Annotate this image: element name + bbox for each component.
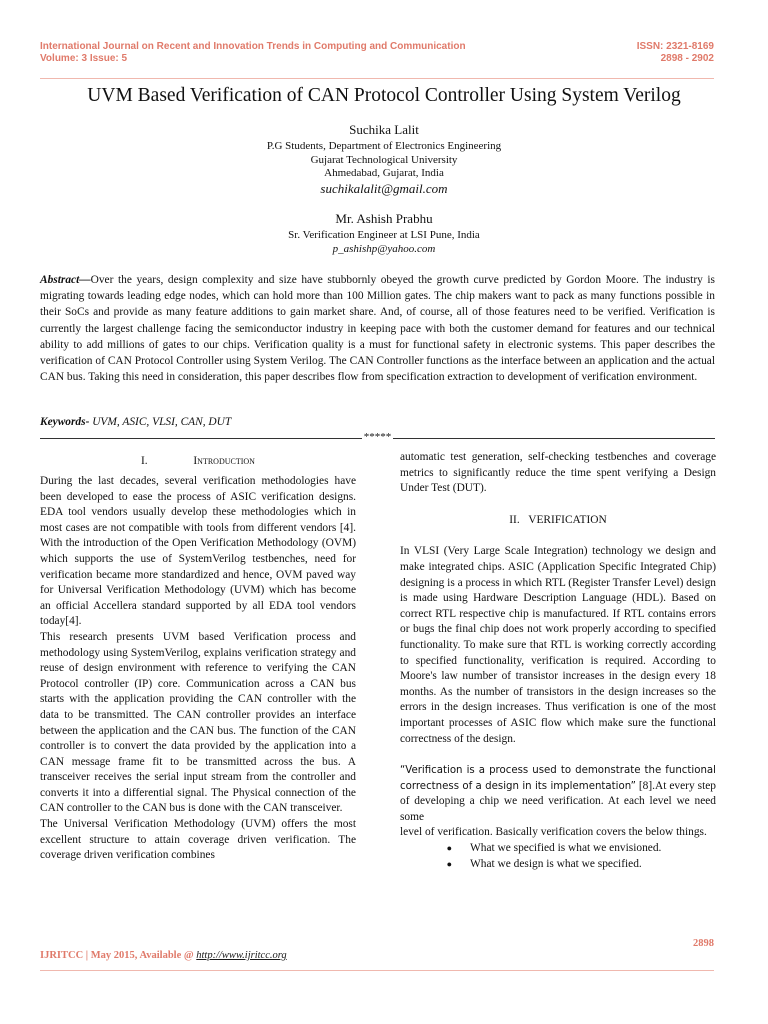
- author-affiliation: Sr. Verification Engineer at LSI Pune, India: [288, 229, 480, 241]
- paragraph: level of verification. Basically verification covers the below things.: [400, 826, 707, 839]
- paragraph: In VLSI (Very Large Scale Integration) technology we design and make integrated chips. ASIC (Application Specific Integrated Chip) designing is a process in which RTL (Register Transfer Level) design is made using Hardware Description Language (HDL). Based on correct RTL respective chip is manufactured. If RTL contains errors or bugs the final chip does not work properly according to specified functionality. To make sure that RTL is working correctly according to specified functionality, verification is required. According to Moore's law number of transistor increases in the design every 18 months. As the number of transistors in the design increases so the errors in the design increases. Thus verification is one of the most important processes of ASIC flow which make sure the functional correctness of the design.: [400, 545, 716, 745]
- section-number: II.: [509, 513, 520, 526]
- keywords-label: Keywords-: [40, 416, 90, 428]
- author-affiliation: P.G Students, Department of Electronics Engineering: [266, 140, 502, 152]
- author-affiliation: Gujarat Technological University: [310, 153, 458, 166]
- author-email[interactable]: p_ashishp@yahoo.com: [332, 242, 436, 255]
- list-item: [400, 857, 716, 873]
- section-separator: [40, 431, 715, 443]
- bullet-icon: ●: [446, 843, 452, 854]
- journal-issn: ISSN: 2321-8169: [636, 41, 714, 52]
- section-title: VERIFICATION: [528, 513, 607, 526]
- keywords-text: UVM, ASIC, VLSI, CAN, DUT: [89, 416, 232, 428]
- paragraph-text: [8].At every step of developing a chip we need verification. At each level we need some: [400, 779, 716, 823]
- author-affiliation: Ahmedabad, Gujarat, India: [324, 167, 444, 179]
- author-block-2: [0, 211, 768, 256]
- abstract-label: Abstract: [40, 274, 80, 286]
- footer-text: IJRITCC | May 2015, Available @: [40, 950, 197, 961]
- separator-line: [393, 438, 715, 439]
- page-number: 2898: [693, 938, 714, 949]
- list-item-text: What we design is what we specified.: [470, 857, 642, 870]
- paragraph: [400, 763, 716, 825]
- author-name: Mr. Ashish Prabhu: [335, 211, 433, 226]
- paragraph: automatic test generation, self-checking testbenches and coverage metrics to significantly reduce the time spent verifying a Design Under Test (DUT).: [400, 451, 716, 495]
- abstract-dash: —: [79, 274, 91, 286]
- right-column: [400, 450, 716, 872]
- separator-line: [40, 438, 362, 439]
- bullet-icon: ●: [446, 858, 452, 869]
- journal-volume: Volume: 3 Issue: 5: [40, 52, 128, 64]
- keywords: [40, 416, 231, 428]
- author-block-1: [0, 122, 768, 197]
- section-heading-verification: [400, 513, 716, 529]
- paragraph: The Universal Verification Methodology (UVM) offers the most excellent structure to attain coverage driven verification. The coverage driven verification combines: [40, 818, 356, 862]
- header-rule: [40, 78, 714, 79]
- list-item: [400, 841, 716, 857]
- paper-title: UVM Based Verification of CAN Protocol Controller Using System Verilog: [87, 85, 681, 106]
- abstract-text: Over the years, design complexity and size have stubbornly obeyed the growth curve predicted by Gordon Moore. The industry is migrating towards leading edge nodes, which can hold more than 100 Million gates. The chip makers want to pack as many functions possible in their SoCs and provide as many feature additions to gain market share. And, of course, all of those features need to be verified. Verification is currently the largest challenge facing the semiconductor industry in keeping pace with both the customer demand for features and our technical ability to add millions of gates to our chips. Verification quality is a must for functional safety in electronic systems. This paper describes the verification of CAN Protocol Controller using System Verilog. The CAN Controller functions as the interface between an application and the actual CAN bus. Taking this need in consideration, this paper describes flow from specification extraction to development of verification environment.: [40, 274, 715, 384]
- journal-link[interactable]: http://www.ijritcc.org: [196, 950, 287, 961]
- section-title: Introduction: [193, 455, 255, 467]
- section-heading-introduction: [40, 455, 356, 467]
- footer-rule: [40, 970, 714, 971]
- paragraph: During the last decades, several verification methodologies have been developed to ease the process of ASIC verification designs. EDA tool vendors usually develop these methodologies which in most cases are not compatible with tools from different vendors [4]. With the introduction of the Open Verification Methodology (OVM) which supports the use of SystemVerilog testbenches, need for verification became more standardized and hence, OVM paved way for Universal Verification Methodology (UVM) which has become an official Accellera standard supported by all EDA tool vendors today[4].: [40, 475, 356, 628]
- left-column: [40, 474, 356, 864]
- journal-pages: 2898 - 2902: [660, 52, 714, 64]
- author-name: Suchika Lalit: [349, 122, 419, 137]
- section-number: I.: [141, 455, 148, 467]
- quote: “Verification is a process used to demonstrate the functional correctness of a design in its implementation”: [400, 765, 716, 792]
- list-item-text: What we specified is what we envisioned.: [470, 842, 662, 855]
- journal-name: International Journal on Recent and Innovation Trends in Computing and Communication: [40, 41, 466, 52]
- paragraph: This research presents UVM based Verification process and methodology using SystemVerilog, explains verification strategy and reuse of design environment with reference to verifying the CAN Protocol controller (IP) core. Communication across a CAN bus starts with the application providing the CAN controller with the data to be transmitted. The CAN controller provides an interface between the application and the CAN bus. The function of the CAN controller is to convert the data provided by the application into a CAN message frame fit to be transmitted across the bus. A transceiver receives the serial input stream from the controller and converts it into a differential signal. The Physical connection of the CAN controller to the CAN bus is done with the CAN transceiver.: [40, 630, 356, 815]
- abstract: [40, 272, 715, 385]
- separator-stars: *****: [363, 431, 392, 443]
- author-email[interactable]: suchikalalit@gmail.com: [320, 180, 448, 196]
- footer-citation: [40, 950, 287, 961]
